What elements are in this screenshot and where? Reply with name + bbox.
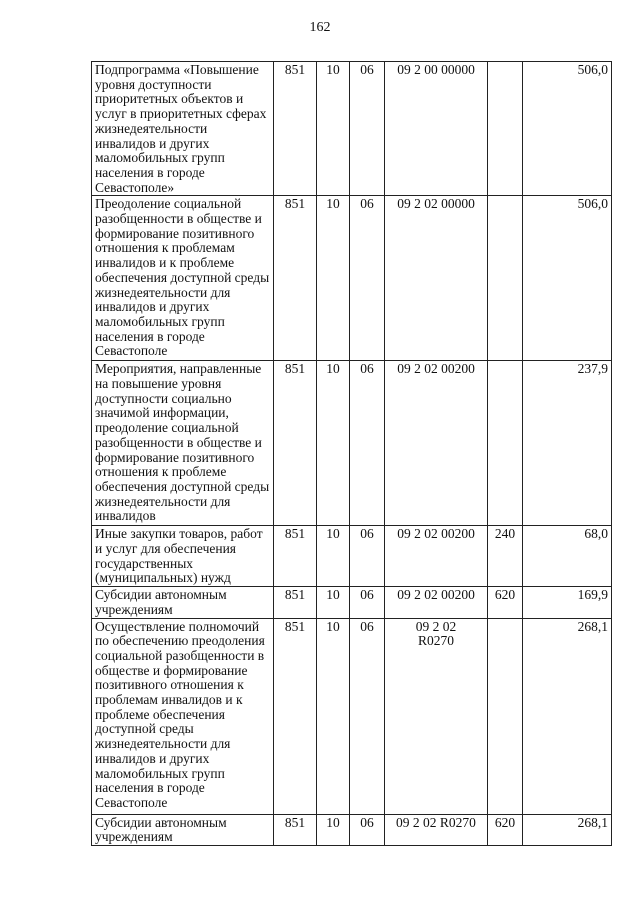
row-name-cell: Подпрограмма «Повышение уровня доступности приоритетных объектов и услуг в приоритетных сферах жизнедеятельности инвалидов и других маломобильных групп населения в городе Севастополе» [92,62,274,196]
subsection-cell: 06 [350,618,385,814]
grbs-cell: 851 [274,361,317,526]
grbs-cell: 851 [274,587,317,618]
table-row [92,62,612,196]
grbs-cell: 851 [274,526,317,587]
amount-cell: 68,0 [523,526,612,587]
target-article-cell: 09 2 02 R0270 [385,618,488,814]
section-cell: 10 [317,62,350,196]
grbs-cell: 851 [274,814,317,845]
budget-table [91,61,612,846]
table-row [92,814,612,845]
subsection-cell: 06 [350,196,385,361]
row-name-cell: Преодоление социальной разобщенности в обществе и формирование позитивного отношения к проблемам инвалидов и к проблеме обеспечения доступной среды жизнедеятельности для инвалидов и других маломобильных групп населения в городе Севастополе [92,196,274,361]
target-article-cell: 09 2 02 00200 [385,361,488,526]
table-row [92,196,612,361]
expense-type-cell: 620 [488,814,523,845]
row-name-cell: Субсидии автономным учреждениям [92,814,274,845]
amount-cell: 506,0 [523,62,612,196]
expense-type-cell [488,196,523,361]
amount-cell: 268,1 [523,618,612,814]
table-row [92,526,612,587]
table-row [92,587,612,618]
amount-cell: 268,1 [523,814,612,845]
target-article-cell: 09 2 02 R0270 [385,814,488,845]
target-article-cell: 09 2 00 00000 [385,62,488,196]
subsection-cell: 06 [350,526,385,587]
section-cell: 10 [317,361,350,526]
grbs-cell: 851 [274,618,317,814]
subsection-cell: 06 [350,587,385,618]
row-name-cell: Субсидии автономным учреждениям [92,587,274,618]
row-name-cell: Мероприятия, направленные на повышение уровня доступности социально значимой информации, преодоление социальной разобщенности в обществе и формирование позитивного отношения к проблеме обеспечения доступной среды жизнедеятельности для инвалидов [92,361,274,526]
amount-cell: 506,0 [523,196,612,361]
expense-type-cell [488,62,523,196]
amount-cell: 169,9 [523,587,612,618]
table-row [92,361,612,526]
section-cell: 10 [317,196,350,361]
expense-type-cell [488,361,523,526]
subsection-cell: 06 [350,361,385,526]
subsection-cell: 06 [350,62,385,196]
section-cell: 10 [317,814,350,845]
target-article-cell: 09 2 02 00200 [385,587,488,618]
section-cell: 10 [317,618,350,814]
target-article-cell: 09 2 02 00200 [385,526,488,587]
expense-type-cell: 240 [488,526,523,587]
target-article-cell: 09 2 02 00000 [385,196,488,361]
page-number: 162 [309,20,331,35]
section-cell: 10 [317,526,350,587]
expense-type-cell [488,618,523,814]
subsection-cell: 06 [350,814,385,845]
section-cell: 10 [317,587,350,618]
amount-cell: 237,9 [523,361,612,526]
row-name-cell: Иные закупки товаров, работ и услуг для обеспечения государственных (муниципальных) нужд [92,526,274,587]
grbs-cell: 851 [274,196,317,361]
table-row [92,618,612,814]
grbs-cell: 851 [274,62,317,196]
row-name-cell: Осуществление полномочий по обеспечению преодоления социальной разобщенности в обществе и формирование позитивного отношения к проблемам инвалидов и к проблеме обеспечения доступной среды жизнедеятельности для инвалидов и других маломобильных групп населения в городе Севастополе [92,618,274,814]
expense-type-cell: 620 [488,587,523,618]
